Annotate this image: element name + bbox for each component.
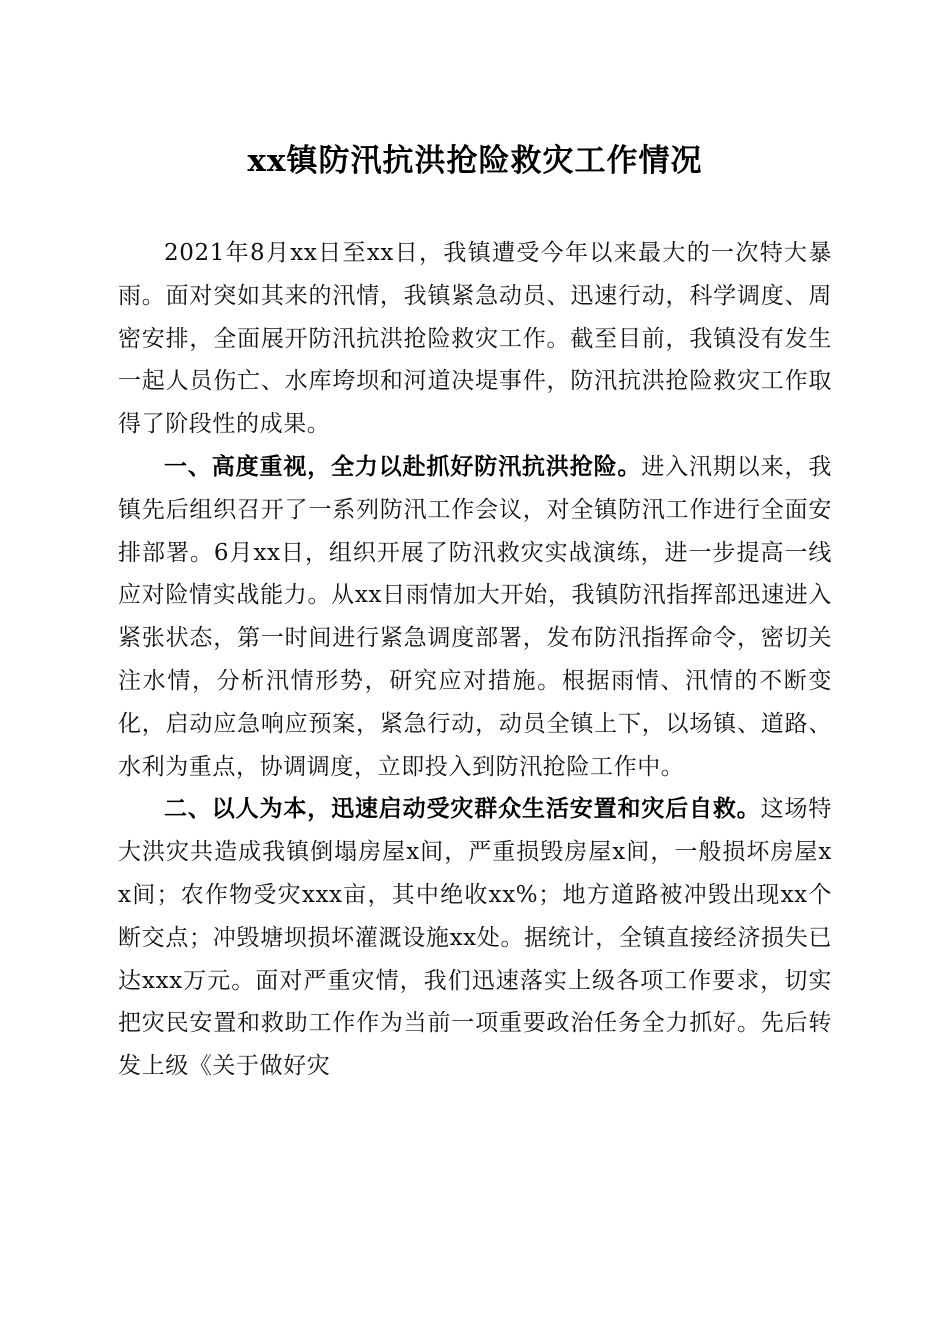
section-1-text: 进入汛期以来，我镇先后组织召开了一系列防汛工作会议，对全镇防汛工作进行全面安排部署。6月xx日，组织开展了防汛救灾实战演练，进一步提高一线应对险情实战能力。从xx日雨情加大开始，我镇防汛指挥部迅速进入紧张状态，第一时间进行紧急调度部署，发布防汛指挥命令，密切关注水情，分析汛情形势，研究应对措施。根据雨情、汛情的不断变化，启动应急响应预案，紧急行动，动员全镇上下，以场镇、道路、水利为重点，协调调度，立即投入到防汛抢险工作中。: [118, 453, 832, 780]
document-body: [118, 232, 832, 1088]
paragraph-intro-text: 2021年8月xx日至xx日，我镇遭受今年以来最大的一次特大暴雨。面对突如其来的汛情，我镇紧急动员、迅速行动，科学调度、周密安排，全面展开防汛抗洪抢险救灾工作。截至目前，我镇没有发生一起人员伤亡、水库垮坝和河道决堤事件，防汛抗洪抢险救灾工作取得了阶段性的成果。: [118, 240, 832, 438]
section-2-text: 这场特大洪灾共造成我镇倒塌房屋x间，严重损毁房屋x间，一般损坏房屋xx间；农作物受灾xxx亩，其中绝收xx%；地方道路被冲毁出现xx个断交点；冲毁塘坝损坏灌溉设施xx处。据统计，全镇直接经济损失已达xxx万元。面对严重灾情，我们迅速落实上级各项工作要求，切实把灾民安置和救助工作作为当前一项重要政治任务全力抓好。先后转发上级《关于做好灾: [118, 796, 832, 1080]
paragraph-section-2: [118, 788, 832, 1088]
section-2-heading: 二、以人为本，迅速启动受灾群众生活安置和灾后自救。: [164, 796, 761, 823]
document-title: xx镇防汛抗洪抢险救灾工作情况: [247, 143, 703, 179]
section-1-heading: 一、高度重视，全力以赴抓好防汛抗洪抢险。: [164, 453, 642, 480]
paragraph-intro: [118, 232, 832, 446]
paragraph-section-1: [118, 446, 832, 788]
